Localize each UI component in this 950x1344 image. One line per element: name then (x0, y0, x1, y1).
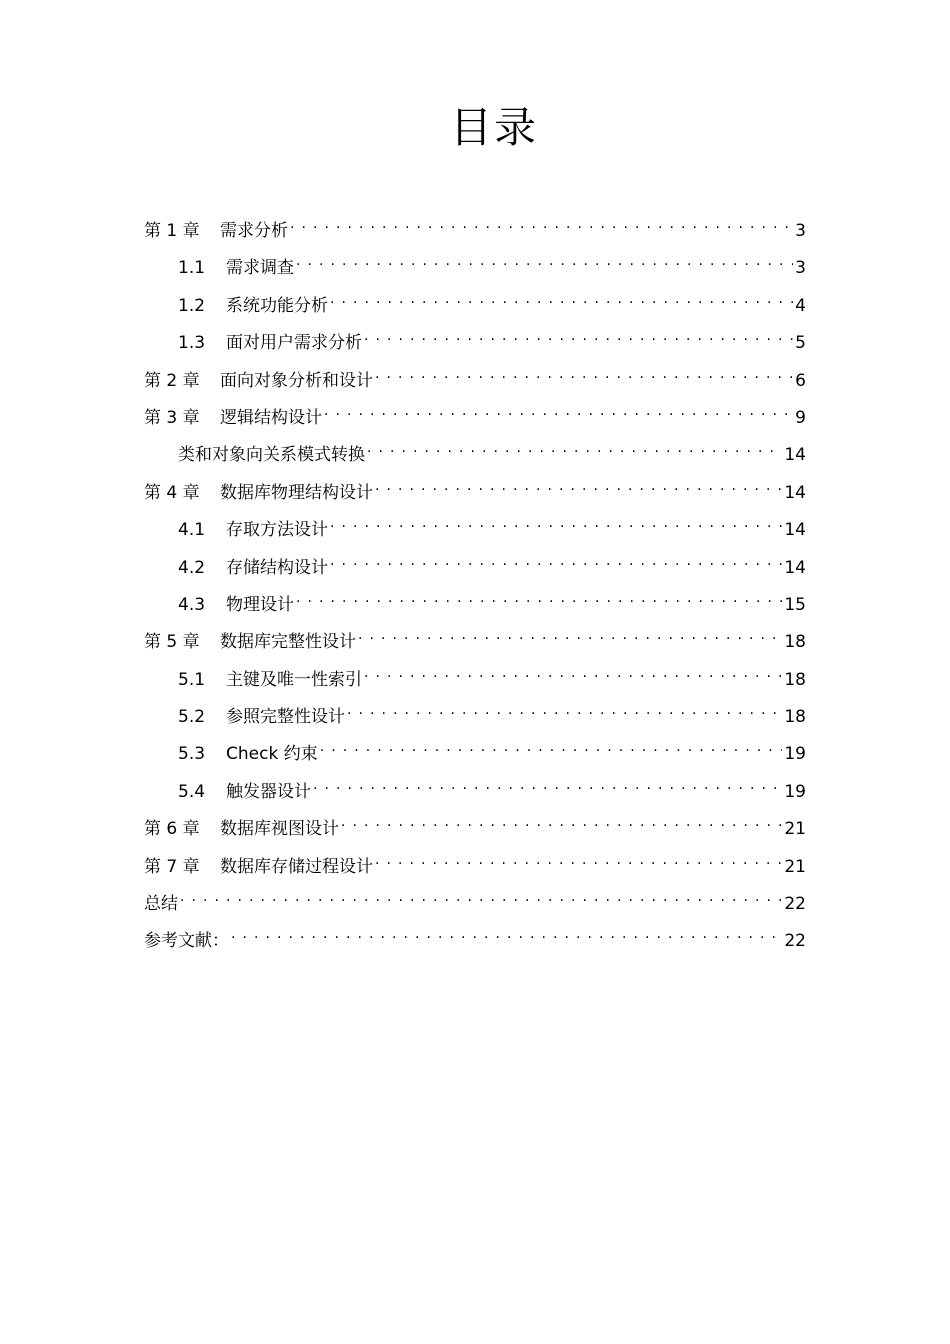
dot-leader (347, 702, 782, 722)
entry-page-number: 19 (784, 744, 806, 765)
dot-leader (330, 515, 782, 535)
dot-leader (296, 253, 793, 273)
entry-page-number: 14 (784, 445, 806, 466)
entry-label: 数据库物理结构设计 (220, 482, 373, 503)
dot-leader (375, 366, 793, 386)
entry-label: 需求分析 (220, 221, 288, 241)
entry-label: 数据库视图设计 (220, 819, 339, 840)
toc-entry[interactable] (144, 363, 806, 400)
toc-entry[interactable] (144, 437, 806, 474)
entry-label: 类和对象向关系模式转换 (178, 445, 365, 466)
entry-label: 面向对象分析和设计 (220, 370, 373, 391)
dot-leader (320, 739, 783, 759)
entry-page-number: 4 (795, 295, 806, 316)
entry-label: 逻辑结构设计 (220, 407, 322, 428)
entry-label: 系统功能分析 (226, 295, 328, 316)
toc-entry[interactable] (144, 512, 806, 549)
entry-number: 第 3 章 (144, 407, 200, 428)
entry-page-number: 9 (795, 407, 806, 428)
entry-label: 参照完整性设计 (226, 707, 345, 728)
dot-leader (330, 291, 793, 311)
entry-page-number: 18 (784, 707, 806, 728)
toc-entry[interactable] (144, 624, 806, 661)
entry-page-number: 18 (784, 669, 806, 690)
entry-page-number: 14 (784, 482, 806, 503)
entry-label: 数据库存储过程设计 (220, 856, 373, 877)
entry-number: 4.1 (178, 520, 206, 541)
entry-label: 存储结构设计 (226, 557, 328, 578)
dot-leader (367, 440, 782, 460)
toc-entry[interactable] (144, 550, 806, 587)
entry-number: 1.3 (178, 333, 206, 354)
entry-label: 总结 (144, 894, 178, 915)
dot-leader (375, 852, 782, 872)
entry-number: 5.1 (178, 669, 206, 690)
entry-number: 第 6 章 (144, 819, 200, 840)
entry-number: 第 5 章 (144, 632, 200, 653)
entry-number: 1.2 (178, 295, 206, 316)
entry-page-number: 5 (795, 333, 806, 354)
toc-entry[interactable] (144, 923, 806, 960)
entry-page-number: 22 (784, 894, 806, 915)
toc-entry[interactable] (144, 849, 806, 886)
entry-label: Check 约束 (226, 744, 318, 765)
dot-leader (330, 553, 782, 573)
dot-leader (313, 777, 782, 797)
toc-entry[interactable] (144, 886, 806, 923)
toc-entry[interactable] (144, 325, 806, 362)
toc-entry[interactable] (144, 400, 806, 437)
toc-title: 目录 (449, 103, 538, 152)
toc-entry[interactable] (144, 475, 806, 512)
entry-page-number: 21 (784, 856, 806, 877)
dot-leader (290, 216, 793, 236)
entry-page-number: 3 (795, 221, 806, 241)
entry-label: 存取方法设计 (226, 520, 328, 541)
dot-leader (231, 926, 782, 946)
entry-number: 4.3 (178, 594, 206, 615)
dot-leader (375, 478, 782, 498)
toc-entry[interactable] (144, 288, 806, 325)
dot-leader (180, 889, 782, 909)
entry-number: 第 1 章 (144, 221, 200, 241)
toc-entry[interactable] (144, 811, 806, 848)
entry-number: 第 2 章 (144, 370, 200, 391)
entry-label: 数据库完整性设计 (220, 632, 356, 653)
toc-entry[interactable] (144, 699, 806, 736)
entry-label: 触发器设计 (226, 781, 311, 802)
dot-leader (296, 590, 782, 610)
toc-entry[interactable] (144, 662, 806, 699)
toc-entry[interactable] (144, 774, 806, 811)
toc-entry[interactable] (144, 213, 806, 250)
entry-label: 物理设计 (226, 594, 294, 615)
entry-label: 主键及唯一性索引 (226, 669, 362, 690)
entry-page-number: 22 (784, 931, 806, 952)
entry-number: 5.2 (178, 707, 206, 728)
toc-entry[interactable] (144, 736, 806, 773)
entry-page-number: 6 (795, 370, 806, 391)
entry-label: 面对用户需求分析 (226, 333, 362, 354)
entry-page-number: 15 (784, 594, 806, 615)
entry-number: 第 7 章 (144, 856, 200, 877)
dot-leader (341, 814, 782, 834)
entry-page-number: 14 (784, 557, 806, 578)
dot-leader (358, 627, 782, 647)
entry-number: 1.1 (178, 258, 206, 279)
dot-leader (364, 665, 782, 685)
entry-label: 参考文献： (144, 931, 229, 952)
toc-entry[interactable] (144, 587, 806, 624)
dot-leader (364, 328, 793, 348)
dot-leader (324, 403, 793, 423)
entry-label: 需求调查 (226, 258, 294, 279)
entry-number: 第 4 章 (144, 482, 200, 503)
entry-page-number: 21 (784, 819, 806, 840)
entry-page-number: 19 (784, 781, 806, 802)
toc-entry[interactable] (144, 250, 806, 287)
entry-page-number: 14 (784, 520, 806, 541)
entry-number: 5.3 (178, 744, 206, 765)
entry-number: 4.2 (178, 557, 206, 578)
entry-page-number: 3 (795, 258, 806, 279)
entry-page-number: 18 (784, 632, 806, 653)
entry-number: 5.4 (178, 781, 206, 802)
toc-list (144, 213, 806, 961)
